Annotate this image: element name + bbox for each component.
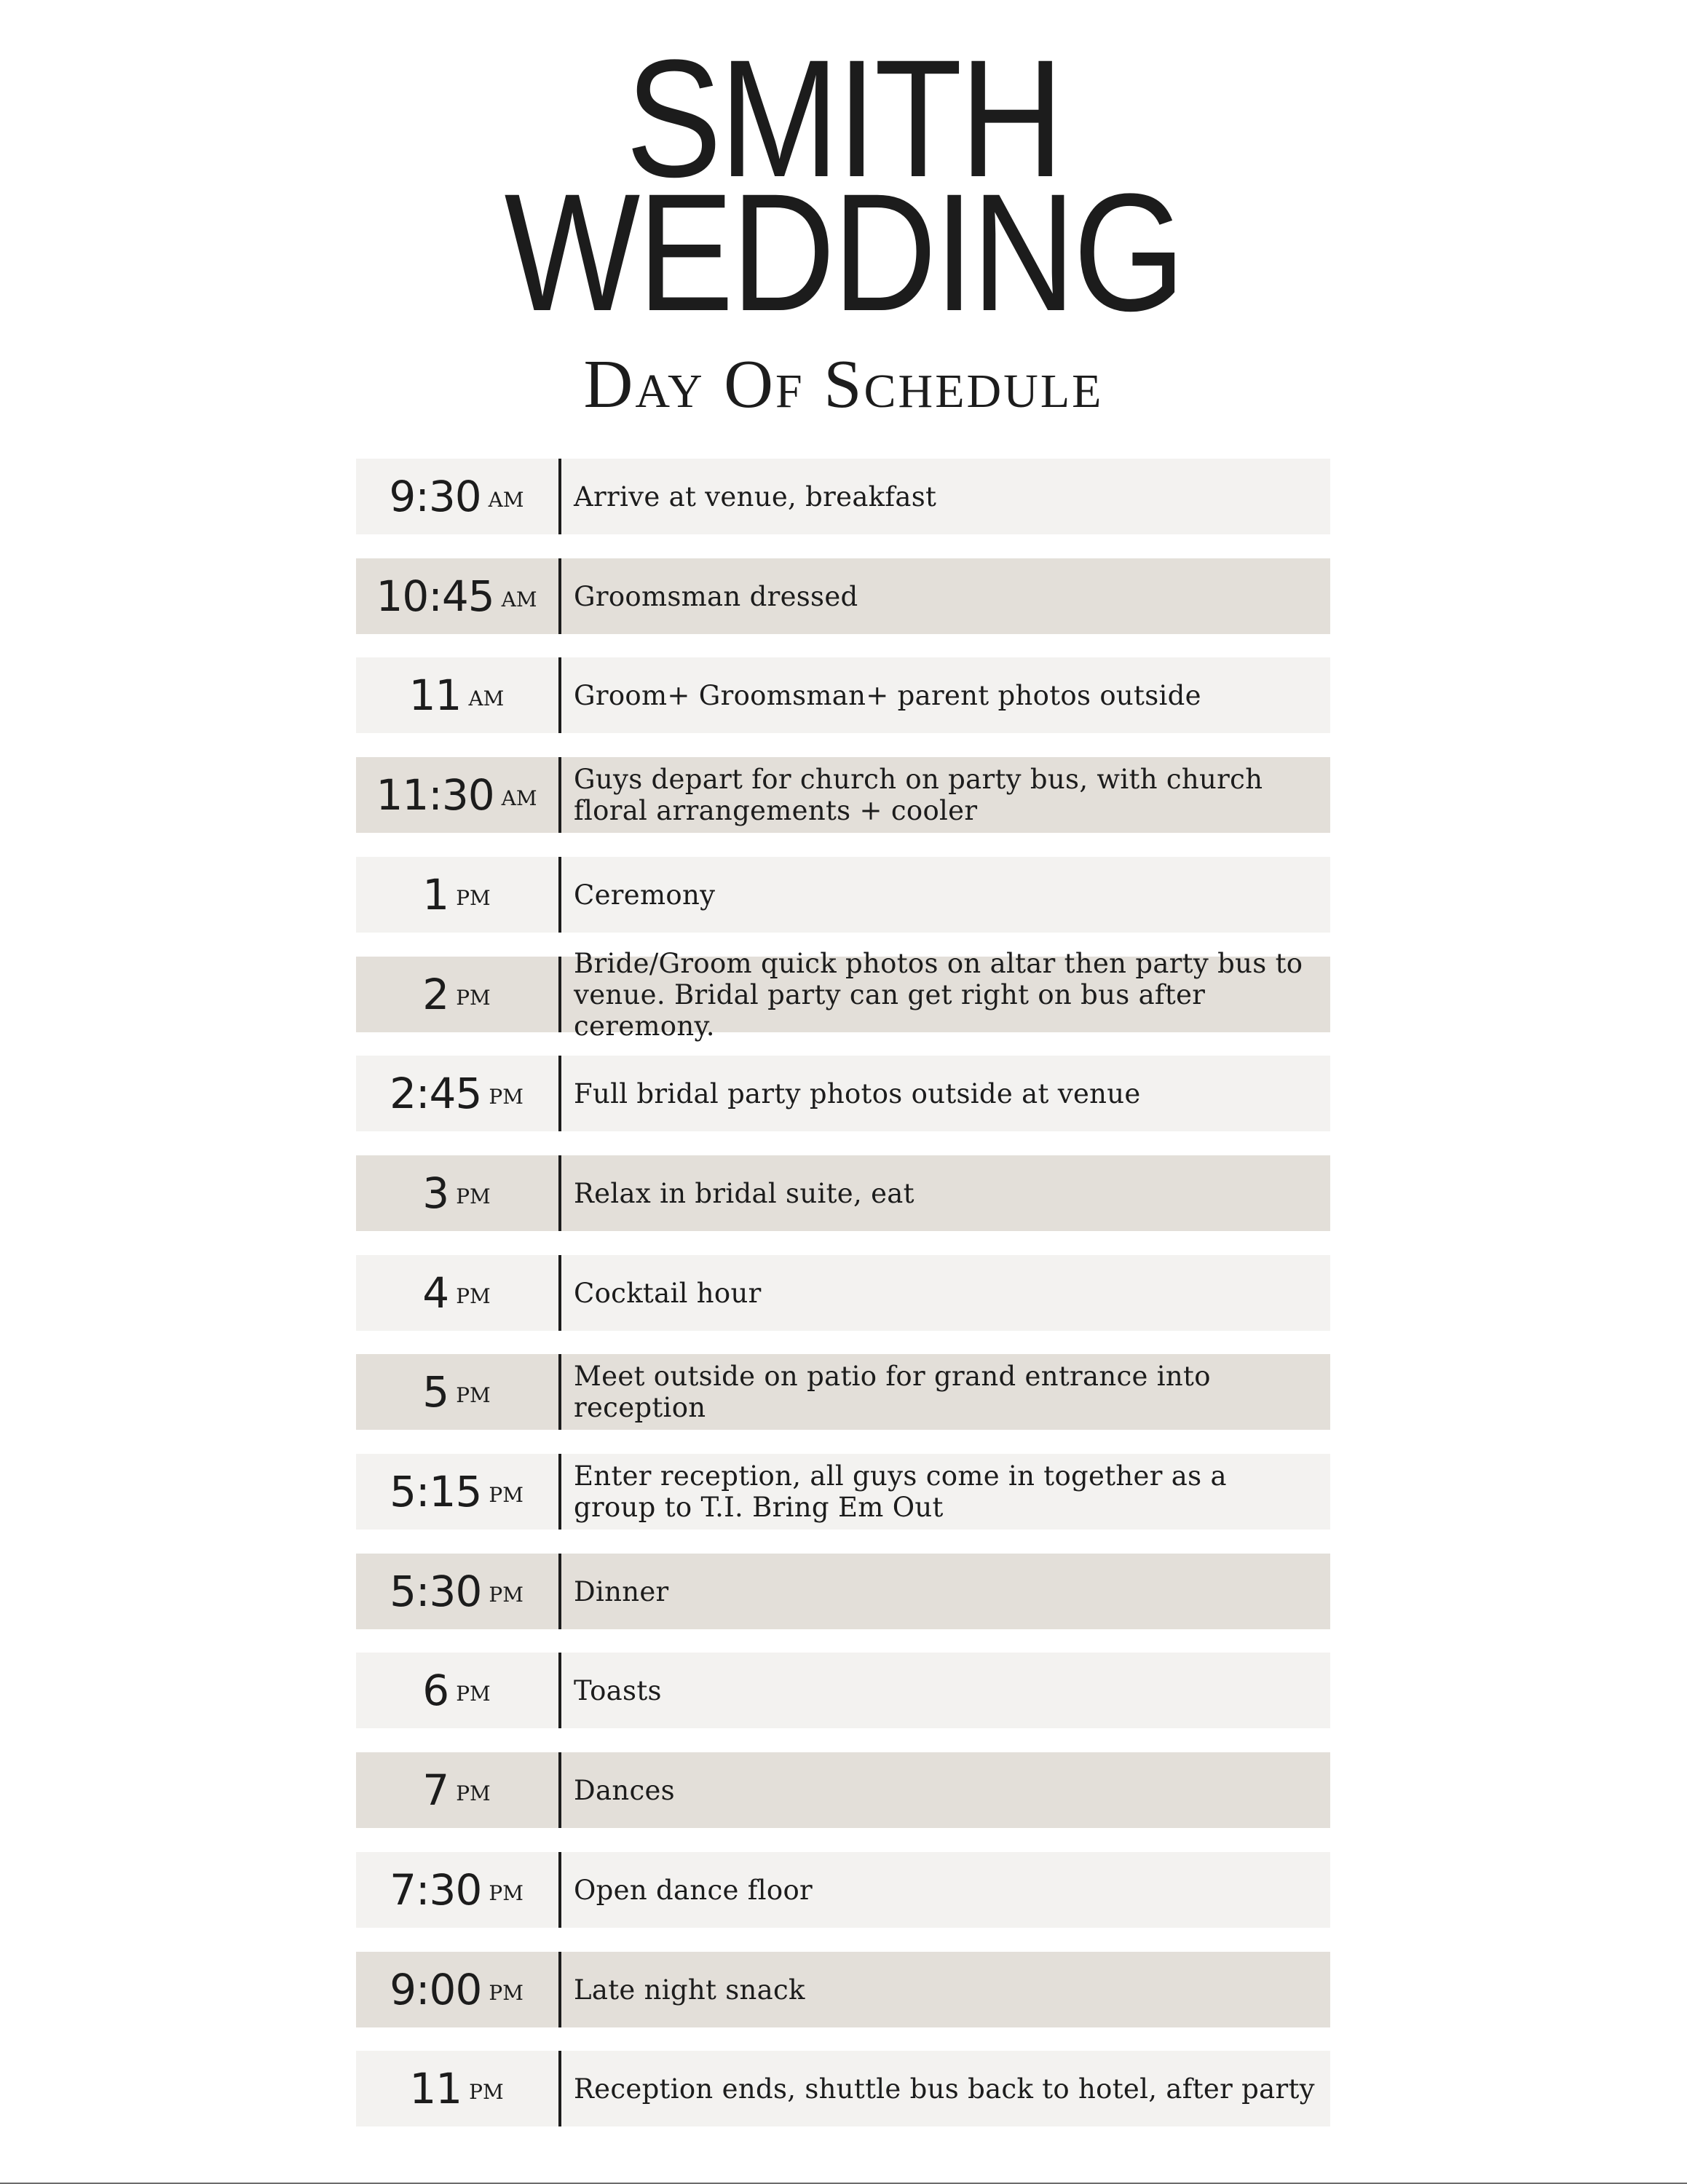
time-value: 3 — [422, 1168, 449, 1218]
time-value: 11:30 — [376, 770, 494, 820]
schedule-row — [356, 1155, 1330, 1231]
row-divider — [558, 1852, 561, 1928]
schedule-time — [356, 957, 557, 1032]
event-text: Open dance floor — [574, 1874, 813, 1906]
row-divider — [558, 1952, 561, 2027]
schedule-time — [356, 1952, 557, 2027]
event-text: Guys depart for church on party bus, with church floral arrangements + cooler — [574, 764, 1263, 826]
schedule-time — [356, 1554, 557, 1629]
event-text: Reception ends, shuttle bus back to hotel, after party — [574, 2073, 1315, 2105]
schedule-row — [356, 1554, 1330, 1629]
time-value: 7 — [422, 1765, 449, 1815]
schedule-event — [574, 2051, 1324, 2126]
time-value: 7:30 — [390, 1865, 482, 1915]
event-text: Ceremony — [574, 879, 716, 911]
event-text: Relax in bridal suite, eat — [574, 1177, 914, 1209]
schedule-row — [356, 947, 1330, 1042]
time-value: 11 — [409, 2064, 462, 2113]
event-text: Groomsman dressed — [574, 580, 858, 612]
schedule-event — [574, 1155, 1324, 1231]
time-period: PM — [456, 1681, 491, 1706]
time-period: AM — [488, 487, 524, 512]
event-text: Bride/Groom quick photos on altar then party bus to venue. Bridal party can get right on bus after ceremony. — [574, 947, 1303, 1042]
schedule-event — [574, 1056, 1324, 1131]
row-divider — [558, 1155, 561, 1231]
event-text: Groom+ Groomsman+ parent photos outside — [574, 679, 1201, 711]
time-value: 6 — [422, 1666, 449, 1715]
schedule-row — [356, 459, 1330, 534]
page-title-line-2: WEDDING — [504, 159, 1183, 346]
schedule-event — [574, 1255, 1324, 1331]
row-divider — [558, 657, 561, 733]
schedule-row — [356, 1056, 1330, 1131]
event-text: Dinner — [574, 1575, 669, 1607]
schedule-time — [356, 459, 557, 534]
row-divider — [558, 459, 561, 534]
row-divider — [558, 1354, 561, 1430]
time-period: PM — [469, 2079, 504, 2104]
schedule-time — [356, 2051, 557, 2126]
schedule-event — [574, 1852, 1324, 1928]
time-value: 9:00 — [390, 1965, 482, 2014]
time-period: PM — [489, 1880, 524, 1905]
schedule-time — [356, 1354, 557, 1430]
event-text: Meet outside on patio for grand entrance into reception — [574, 1361, 1211, 1423]
row-divider — [558, 757, 561, 833]
row-divider — [558, 1255, 561, 1331]
time-value: 2:45 — [390, 1069, 482, 1118]
time-value: 5:15 — [390, 1467, 482, 1516]
time-period: PM — [456, 1283, 491, 1308]
schedule-event — [574, 1653, 1324, 1728]
event-text: Arrive at venue, breakfast — [574, 480, 937, 513]
time-period: AM — [501, 587, 537, 612]
schedule-event — [574, 459, 1324, 534]
row-divider — [558, 1454, 561, 1530]
schedule-time — [356, 657, 557, 733]
event-text: Toasts — [574, 1674, 662, 1706]
schedule-time — [356, 757, 557, 833]
row-divider — [558, 1752, 561, 1828]
schedule-row — [356, 1952, 1330, 2027]
time-period: PM — [456, 985, 491, 1010]
schedule-event — [574, 1554, 1324, 1629]
schedule-row — [356, 1752, 1330, 1828]
schedule-row — [356, 1454, 1330, 1530]
schedule-row — [356, 857, 1330, 933]
page-title-line-1: SMITH — [625, 25, 1062, 212]
schedule-event — [574, 1952, 1324, 2027]
time-period: PM — [489, 1980, 524, 2005]
schedule-row — [356, 757, 1330, 833]
schedule-row — [356, 1852, 1330, 1928]
time-value: 11 — [408, 670, 462, 720]
row-divider — [558, 957, 561, 1032]
event-text: Late night snack — [574, 1974, 805, 2006]
row-divider — [558, 558, 561, 634]
event-text: Full bridal party photos outside at venue — [574, 1077, 1141, 1109]
time-period: AM — [501, 786, 537, 810]
row-divider — [558, 1056, 561, 1131]
time-period: PM — [489, 1084, 524, 1109]
time-period: PM — [456, 885, 491, 910]
time-value: 4 — [422, 1268, 449, 1318]
row-divider — [558, 1554, 561, 1629]
schedule-event — [574, 947, 1324, 1042]
time-value: 1 — [422, 870, 449, 919]
schedule-time — [356, 1852, 557, 1928]
schedule-row — [356, 558, 1330, 634]
row-divider — [558, 857, 561, 933]
schedule-row — [356, 1354, 1330, 1430]
schedule-row — [356, 2051, 1330, 2126]
schedule-time — [356, 558, 557, 634]
time-period: PM — [489, 1482, 524, 1507]
time-value: 9:30 — [389, 472, 481, 521]
schedule-row — [356, 657, 1330, 733]
schedule-time — [356, 1255, 557, 1331]
time-value: 5:30 — [390, 1567, 482, 1616]
schedule-event — [574, 857, 1324, 933]
event-text: Enter reception, all guys come in together as a group to T.I. Bring Em Out — [574, 1460, 1227, 1523]
time-period: PM — [456, 1184, 491, 1208]
row-divider — [558, 2051, 561, 2126]
page-subtitle: Day Of Schedule — [583, 347, 1104, 422]
time-value: 5 — [422, 1367, 449, 1417]
event-text: Dances — [574, 1774, 675, 1806]
schedule-time — [356, 1653, 557, 1728]
schedule-row — [356, 1255, 1330, 1331]
schedule-time — [356, 1155, 557, 1231]
schedule-event — [574, 558, 1324, 634]
row-divider — [558, 1653, 561, 1728]
schedule-event — [574, 1454, 1324, 1530]
schedule-event — [574, 1752, 1324, 1828]
schedule-row — [356, 1653, 1330, 1728]
time-value: 2 — [422, 970, 449, 1019]
schedule-time — [356, 1056, 557, 1131]
time-period: PM — [456, 1781, 491, 1805]
time-period: PM — [456, 1382, 491, 1407]
time-period: PM — [489, 1582, 524, 1607]
time-period: AM — [468, 686, 505, 711]
time-value: 10:45 — [376, 571, 494, 621]
schedule-event — [574, 757, 1324, 833]
schedule-time — [356, 1752, 557, 1828]
schedule-event — [574, 1354, 1324, 1430]
schedule-time — [356, 1454, 557, 1530]
schedule-time — [356, 857, 557, 933]
event-text: Cocktail hour — [574, 1277, 762, 1309]
schedule-event — [574, 657, 1324, 733]
